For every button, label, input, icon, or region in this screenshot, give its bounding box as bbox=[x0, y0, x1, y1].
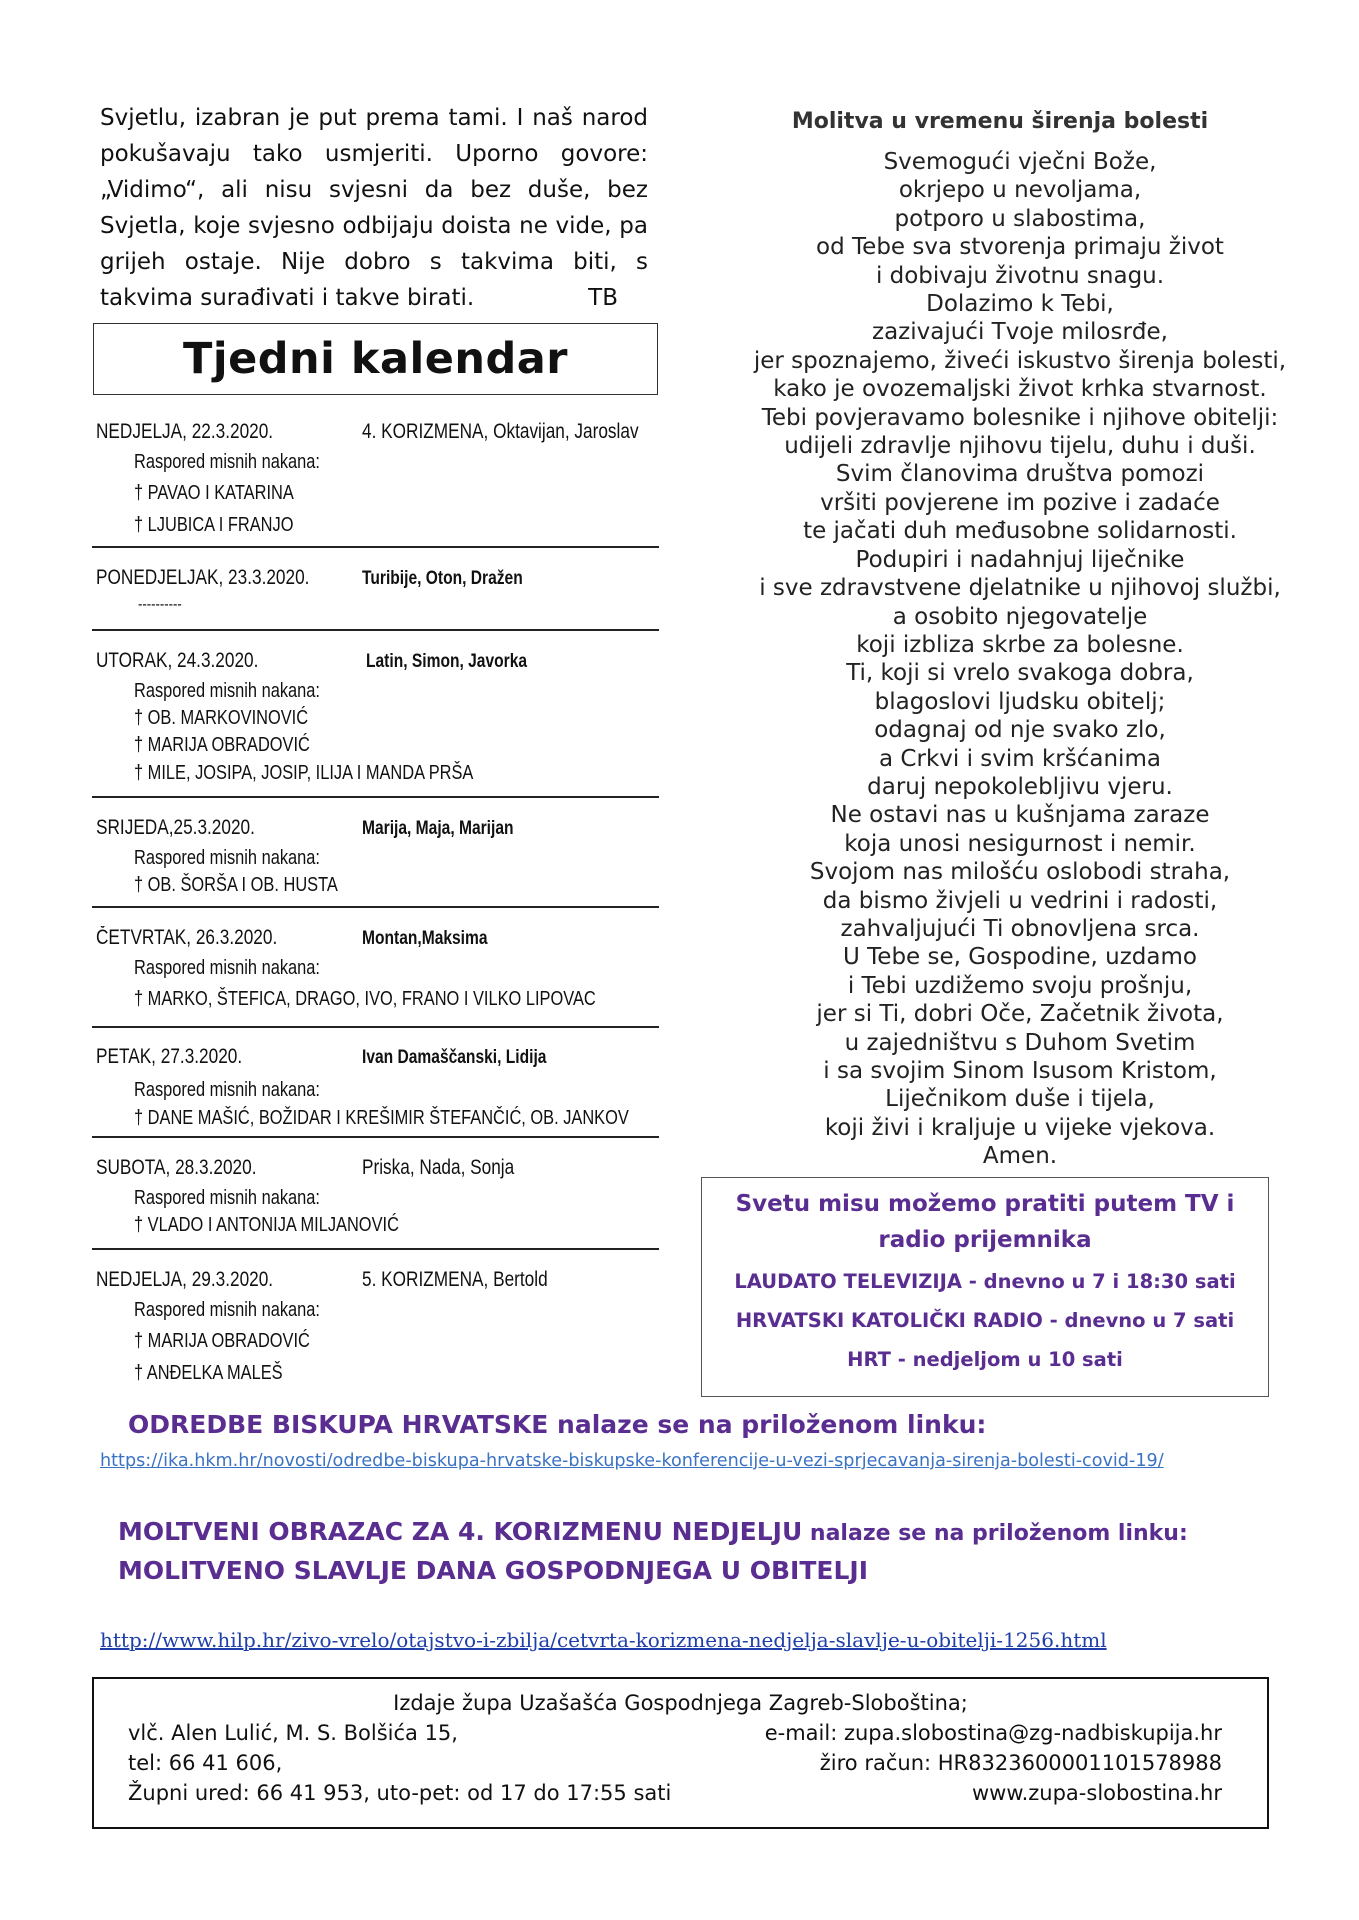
moltveni-heading-rest: nalaze se na priloženom linku: bbox=[802, 1521, 1188, 1546]
intro-line: „Vidimo“, ali nisu svjesni da bez duše, bez bbox=[100, 177, 648, 203]
intro-paragraph bbox=[100, 100, 648, 316]
day-names: 4. KORIZMENA, Oktavijan, Jaroslav bbox=[362, 420, 639, 443]
intention-item: † MARIJA OBRADOVIĆ bbox=[134, 1330, 310, 1352]
intention-item: † OB. ŠORŠA I OB. HUSTA bbox=[134, 874, 338, 896]
day-names: Marija, Maja, Marijan bbox=[362, 818, 514, 839]
odredbe-link[interactable]: https://ika.hkm.hr/novosti/odredbe-biskupa-hrvatske-biskupske-konferencije-u-vezi-sprjecavanja-sirenja-bolesti-covid-19/ bbox=[100, 1451, 1164, 1471]
calendar-title: Tjedni kalendar bbox=[183, 334, 568, 384]
intro-line: Svjetlu, izabran je put prema tami. I naš narod bbox=[100, 105, 648, 131]
prayer-title: Molitva u vremenu širenja bolesti bbox=[791, 109, 1209, 134]
prayer-line: jer si Ti, dobri Oče, Začetnik života, bbox=[816, 1001, 1224, 1028]
prayer-line: koji živi i kraljuje u vijeke vjekova. bbox=[824, 1114, 1216, 1141]
intentions-label: Raspored misnih nakana: bbox=[134, 680, 320, 702]
broadcast-line: LAUDATO TELEVIZIJA - dnevno u 7 i 18:30 sati bbox=[734, 1270, 1236, 1293]
intentions-label: Raspored misnih nakana: bbox=[134, 847, 320, 869]
intentions-label: Raspored misnih nakana: bbox=[134, 957, 320, 979]
prayer-line: Dolazimo k Tebi, bbox=[926, 291, 1114, 318]
prayer-line: kako je ovozemaljski život krhka stvarnost. bbox=[773, 376, 1267, 403]
broadcast-line: HRT - nedjeljom u 10 sati bbox=[847, 1348, 1123, 1371]
prayer-line: da bismo živjeli u vedrini i radosti, bbox=[822, 887, 1218, 914]
intro-line: pokušavaju tako usmjeriti. Uporno govore: bbox=[100, 141, 648, 167]
intention-item: † PAVAO I KATARINA bbox=[134, 482, 294, 504]
prayer-line: odagnaj od nje svako zlo, bbox=[874, 717, 1166, 744]
prayer-line: Amen. bbox=[982, 1143, 1058, 1170]
divider bbox=[92, 1136, 659, 1138]
divider bbox=[92, 1248, 659, 1250]
moltveni-heading-line2: MOLITVENO SLAVLJE DANA GOSPODNJEGA U OBITELJI bbox=[118, 1556, 868, 1585]
prayer-line: zahvaljujući Ti obnovljena srca. bbox=[840, 915, 1200, 942]
broadcast-title-line: radio prijemnika bbox=[878, 1227, 1092, 1253]
intentions-label: Raspored misnih nakana: bbox=[134, 1079, 320, 1101]
intentions-label: Raspored misnih nakana: bbox=[134, 451, 320, 473]
divider bbox=[92, 1026, 659, 1028]
prayer-line: te jačati duh međusobne solidarnosti. bbox=[803, 518, 1237, 545]
intention-item: † MARKO, ŠTEFICA, DRAGO, IVO, FRANO I VILKO LIPOVAC bbox=[134, 988, 596, 1010]
prayer-line: zazivajući Tvoje milosrđe, bbox=[872, 319, 1168, 346]
calendar-title-box bbox=[93, 323, 658, 395]
footer-publisher: Izdaje župa Uzašašća Gospodnjega Zagreb-Sloboština; bbox=[393, 1691, 968, 1715]
broadcast-line: HRVATSKI KATOLIČKI RADIO - dnevno u 7 sati bbox=[735, 1309, 1235, 1332]
prayer-line: Tebi povjeravamo bolesnike i njihove obitelji: bbox=[761, 404, 1279, 431]
prayer-line: blagoslovi ljudsku obitelj; bbox=[874, 688, 1166, 715]
odredbe-heading-rest: nalaze se na priloženom linku: bbox=[548, 1410, 987, 1439]
prayer-line: a Crkvi i svim kršćanima bbox=[879, 745, 1161, 772]
intentions-label: Raspored misnih nakana: bbox=[134, 1299, 320, 1321]
day-date: SUBOTA, 28.3.2020. bbox=[96, 1156, 257, 1179]
day-names: Turibije, Oton, Dražen bbox=[362, 568, 523, 589]
prayer-line: jer spoznajemo, živeći iskustvo širenja bolesti, bbox=[753, 347, 1287, 374]
broadcast-title-line: Svetu misu možemo pratiti putem TV i bbox=[735, 1191, 1235, 1217]
prayer-line: u zajedništvu s Duhom Svetim bbox=[844, 1029, 1196, 1056]
prayer-line: potporo u slabostima, bbox=[894, 205, 1146, 232]
prayer-line: od Tebe sva stvorenja primaju život bbox=[816, 234, 1224, 261]
prayer-text bbox=[720, 148, 1320, 1171]
prayer-line: i dobivaju životnu snagu. bbox=[875, 262, 1165, 289]
intro-last-text: takvima surađivati i takve birati. bbox=[100, 285, 475, 311]
intentions-label: Raspored misnih nakana: bbox=[134, 1187, 320, 1209]
divider bbox=[92, 906, 659, 908]
footer-account: žiro račun: HR8323600001101578988 bbox=[819, 1751, 1222, 1775]
odredbe-heading bbox=[128, 1410, 986, 1439]
day-names: 5. KORIZMENA, Bertold bbox=[362, 1268, 548, 1291]
prayer-line: i sa svojim Sinom Isusom Kristom, bbox=[823, 1058, 1217, 1084]
prayer-line: Svojom nas milošću oslobodi straha, bbox=[809, 859, 1231, 886]
intention-item: † ANĐELKA MALEŠ bbox=[134, 1362, 283, 1384]
prayer-line: okrjepo u nevoljama, bbox=[898, 177, 1142, 204]
intro-line bbox=[100, 280, 648, 316]
prayer-line: i Tebi uzdižemo svoju prošnju, bbox=[847, 972, 1193, 999]
prayer-line: vršiti povjerene im pozive i zadaće bbox=[820, 489, 1220, 516]
divider bbox=[92, 546, 659, 548]
footer-website[interactable]: www.zupa-slobostina.hr bbox=[972, 1781, 1222, 1805]
prayer-line: Svemogući vječni Bože, bbox=[883, 149, 1157, 175]
moltveni-heading bbox=[118, 1513, 1188, 1589]
day-names: Priska, Nada, Sonja bbox=[362, 1156, 515, 1179]
prayer-line: i sve zdravstvene djelatnike u njihovoj službi, bbox=[759, 575, 1281, 602]
prayer-line: koji izbliza skrbe za bolesne. bbox=[856, 631, 1184, 658]
moltveni-heading-bold: MOLTVENI OBRAZAC ZA 4. KORIZMENU NEDJELJU bbox=[118, 1517, 803, 1546]
intention-item: † MARIJA OBRADOVIĆ bbox=[134, 734, 310, 756]
divider bbox=[92, 796, 659, 798]
prayer-line: Ne ostavi nas u kušnjama zaraze bbox=[830, 802, 1210, 829]
broadcast-info-box bbox=[701, 1177, 1269, 1397]
prayer-line: Ti, koji si vrelo svakoga dobra, bbox=[846, 660, 1194, 687]
intro-line: grijeh ostaje. Nije dobro s takvima biti, s bbox=[100, 249, 648, 275]
day-date: NEDJELJA, 22.3.2020. bbox=[96, 420, 274, 443]
day-names: Ivan Damaščanski, Lidija bbox=[362, 1047, 547, 1068]
day-date: SRIJEDA,25.3.2020. bbox=[96, 816, 255, 839]
footer-address: vlč. Alen Lulić, M. S. Bolšića 15, bbox=[128, 1721, 458, 1745]
prayer-line: U Tebe se, Gospodine, uzdamo bbox=[843, 944, 1197, 971]
footer-email[interactable]: e-mail: zupa.slobostina@zg-nadbiskupija.hr bbox=[764, 1721, 1222, 1745]
day-names: Montan,Maksima bbox=[362, 928, 488, 949]
day-date: PONEDJELJAK, 23.3.2020. bbox=[96, 566, 310, 589]
intention-item: † OB. MARKOVINOVIĆ bbox=[134, 707, 309, 729]
prayer-line: udijeli zdravlje njihovu tijelu, duhu i duši. bbox=[784, 433, 1256, 460]
odredbe-heading-bold: ODREDBE BISKUPA HRVATSKE bbox=[128, 1410, 549, 1439]
day-date: UTORAK, 24.3.2020. bbox=[96, 649, 259, 672]
prayer-line: a osobito njegovatelje bbox=[892, 603, 1148, 630]
footer-tel: tel: 66 41 606, bbox=[128, 1751, 283, 1775]
prayer-line: Svim članovima društva pomozi bbox=[835, 461, 1205, 488]
intro-line: Svjetla, koje svjesno odbijaju doista ne vide, pa bbox=[100, 213, 648, 239]
intention-item: † VLADO I ANTONIJA MILJANOVIĆ bbox=[134, 1214, 399, 1236]
day-date: PETAK, 27.3.2020. bbox=[96, 1045, 243, 1068]
prayer-line: Podupiri i nadahnjuj liječnike bbox=[855, 546, 1185, 573]
signature: TB bbox=[588, 285, 618, 311]
day-date: ČETVRTAK, 26.3.2020. bbox=[96, 926, 278, 949]
prayer-line: koja unosi nesigurnost i nemir. bbox=[844, 830, 1196, 857]
broadcast-title bbox=[702, 1186, 1268, 1258]
footer-box bbox=[92, 1677, 1269, 1829]
day-date: NEDJELJA, 29.3.2020. bbox=[96, 1268, 274, 1291]
intention-item: † MILE, JOSIPA, JOSIP, ILIJA I MANDA PRŠA bbox=[134, 762, 474, 784]
molitva-link[interactable]: http://www.hilp.hr/zivo-vrelo/otajstvo-i-zbilja/cetvrta-korizmena-nedjelja-slavlje-u-obitelji-1256.html bbox=[100, 1628, 1107, 1652]
day-names: Latin, Simon, Javorka bbox=[366, 651, 528, 672]
footer-office: Župni ured: 66 41 953, uto-pet: od 17 do 17:55 sati bbox=[128, 1781, 672, 1805]
intention-item: † DANE MAŠIĆ, BOŽIDAR I KREŠIMIR ŠTEFANČIĆ, OB. JANKOV bbox=[134, 1107, 629, 1129]
prayer-line: daruj nepokolebljivu vjeru. bbox=[867, 773, 1173, 800]
divider bbox=[92, 629, 659, 631]
no-intentions: ---------- bbox=[138, 596, 182, 613]
intention-item: † LJUBICA I FRANJO bbox=[134, 514, 294, 536]
prayer-line: Liječnikom duše i tijela, bbox=[885, 1086, 1155, 1113]
prayer-section bbox=[720, 108, 1320, 1171]
